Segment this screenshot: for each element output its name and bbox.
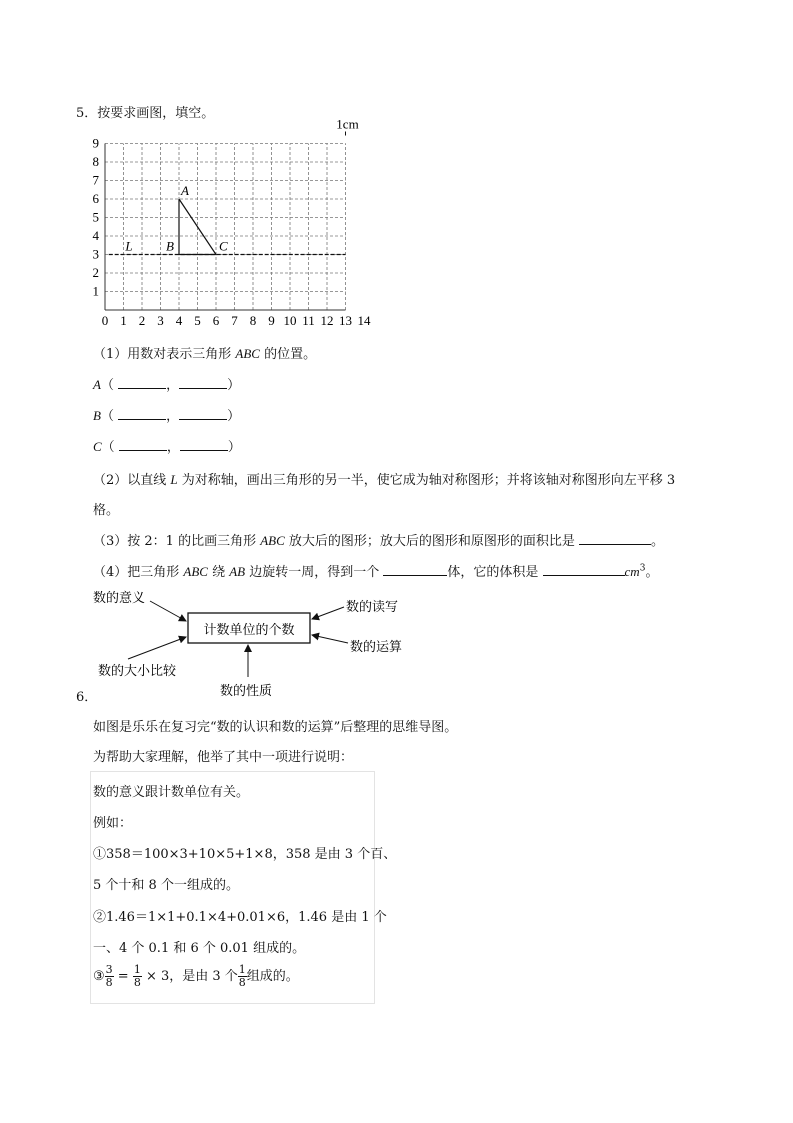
- denominator: 8: [238, 976, 246, 989]
- mind-map-right: 数的运算: [350, 640, 403, 655]
- y-tick-label: 5: [92, 209, 99, 225]
- example-line-4: 5 个十和 8 个一组成的。: [93, 878, 239, 893]
- mind-map-top-right: 数的读写: [346, 600, 399, 615]
- arrow-right: [312, 635, 348, 643]
- fraction-1-8: [133, 964, 142, 989]
- part-1: [93, 343, 316, 362]
- answer-blank-a-y[interactable]: [179, 376, 227, 389]
- arrow-top-left: [150, 601, 186, 621]
- answer-blank-c-y[interactable]: [180, 438, 228, 451]
- answer-blank-area-ratio[interactable]: [579, 532, 651, 545]
- question-title: 按要求画图，填空。: [97, 106, 215, 121]
- example-line-7: [93, 964, 299, 989]
- paren-close: ）: [227, 378, 241, 393]
- y-tick-label: 8: [92, 154, 99, 169]
- triangle-name: ABC: [235, 346, 260, 361]
- part-2: [93, 469, 675, 488]
- scale-label: 1cm: [336, 116, 359, 132]
- arrow-top-right: [312, 607, 344, 619]
- numerator: 3: [105, 963, 113, 976]
- coordinate-grid: [85, 116, 385, 330]
- part-3: [93, 530, 664, 549]
- part-2-line-2: 格。: [93, 503, 120, 518]
- answer-blank-b-y[interactable]: [179, 407, 227, 420]
- x-tick-label: 7: [231, 313, 238, 328]
- answer-blank-volume[interactable]: [543, 563, 625, 576]
- y-tick-label: 1: [92, 283, 99, 299]
- fraction-1-8-b: [238, 964, 247, 989]
- answer-row-a: [93, 374, 240, 393]
- part-3-text: （3）按 2：1 的比画三角形: [93, 534, 261, 549]
- line-l-label: L: [125, 238, 133, 254]
- x-tick-label: 0: [101, 313, 109, 328]
- part-4-text-b: 绕: [207, 565, 230, 580]
- x-tick-label: 8: [249, 313, 257, 328]
- period: 。: [645, 565, 659, 580]
- question-6-intro-1: 如图是乐乐在复习完“数的认识和数的运算”后整理的思维导图。: [93, 720, 458, 735]
- part-1-text: （1）用数对表示三角形: [93, 347, 236, 362]
- x-tick-label: 1: [120, 313, 127, 328]
- paren-close: ）: [227, 409, 241, 424]
- x-tick-label: 9: [268, 313, 275, 328]
- numerator: 1: [133, 963, 141, 976]
- comma: ，: [166, 409, 180, 424]
- unit-exponent: 3: [639, 563, 646, 574]
- mind-map-top-left: 数的意义: [93, 591, 146, 606]
- line-l-label: L: [170, 472, 178, 487]
- question-5-header: [76, 102, 214, 121]
- edge-ab: AB: [229, 564, 246, 579]
- part-4-text-d: 体，它的体积是: [447, 565, 543, 580]
- example-line-2: 例如：: [93, 816, 133, 831]
- comma: ，: [166, 440, 180, 455]
- example-line-6: 一、4 个 0.1 和 6 个 0.01 组成的。: [93, 941, 306, 956]
- times-text: × 3，是由 3 个: [141, 969, 238, 984]
- y-tick-label: 7: [92, 172, 99, 188]
- answer-row-c: [93, 436, 241, 455]
- row-label: C: [93, 439, 102, 454]
- arrow-bottom-left: [128, 637, 186, 659]
- triangle-name: ABC: [260, 533, 285, 548]
- paren-open: （: [100, 378, 114, 393]
- x-tick-label: 5: [194, 313, 201, 328]
- answer-blank-c-x[interactable]: [119, 438, 167, 451]
- equals: =: [113, 969, 133, 984]
- answer-blank-b-x[interactable]: [118, 407, 166, 420]
- grid-tick-labels: [93, 117, 372, 329]
- mind-map-bottom: 数的性质: [220, 684, 273, 699]
- point-label-a: A: [181, 183, 189, 198]
- unit-cm: cm: [624, 564, 640, 579]
- period: 。: [651, 534, 665, 549]
- x-tick-label: 12: [320, 313, 334, 328]
- question-6-intro-2: 为帮助大家理解，他举了其中一项进行说明：: [93, 750, 354, 765]
- comma: ，: [166, 378, 180, 393]
- x-tick-label: 11: [302, 313, 315, 328]
- paren-open: （: [101, 440, 115, 455]
- y-tick-label: 4: [92, 228, 99, 243]
- y-tick-label: 2: [92, 265, 99, 280]
- point-label-b: B: [166, 238, 174, 254]
- x-tick-label: 3: [157, 313, 164, 328]
- x-tick-label: 14: [357, 313, 371, 328]
- answer-row-b: [93, 405, 240, 424]
- x-tick-label: 2: [138, 313, 146, 328]
- paren-close: ）: [227, 440, 241, 455]
- x-tick-label: 10: [283, 313, 297, 328]
- question-number: 5．: [76, 106, 98, 121]
- numerator: 1: [238, 963, 246, 976]
- part-4: [93, 561, 658, 580]
- example-line-5: ②1.46＝1×1+0.1×4+0.01×6，1.46 是由 1 个: [93, 910, 387, 925]
- point-label-c: C: [219, 238, 228, 254]
- mind-map-bottom-left: 数的大小比较: [98, 664, 177, 679]
- triangle-abc: [109, 183, 346, 255]
- part-1-suffix: 的位置。: [259, 347, 317, 362]
- denominator: 8: [133, 976, 141, 989]
- mind-map-center: 计数单位的个数: [203, 623, 295, 638]
- answer-blank-a-x[interactable]: [118, 376, 166, 389]
- row-label: A: [93, 377, 101, 392]
- example-line-3: ①358＝100×3+10×5+1×8，358 是由 3 个百、: [93, 847, 397, 862]
- x-tick-label: 6: [212, 313, 220, 328]
- part-2-suffix: 为对称轴，画出三角形的另一半，使它成为轴对称图形；并将该轴对称图形向左平移 3: [177, 473, 676, 488]
- example-line-7-suffix: 组成的。: [246, 969, 299, 984]
- y-tick-label: 9: [92, 135, 99, 151]
- part-4-text-c: 边旋转一周，得到一个: [245, 565, 384, 580]
- denominator: 8: [105, 976, 113, 989]
- y-tick-label: 6: [92, 191, 99, 206]
- part-3-suffix: 放大后的图形；放大后的图形和原图形的面积比是: [284, 534, 580, 549]
- grid-lines: [105, 132, 346, 311]
- triangle-name: ABC: [183, 564, 208, 579]
- paren-open: （: [100, 409, 114, 424]
- fraction-3-8: [105, 964, 114, 989]
- y-tick-label: 3: [92, 246, 99, 262]
- circled-3: ③: [93, 969, 105, 984]
- x-tick-label: 13: [339, 313, 352, 328]
- mind-map: [88, 585, 428, 700]
- x-tick-label: 4: [175, 313, 183, 328]
- answer-blank-solid[interactable]: [383, 563, 447, 576]
- part-4-text: （4）把三角形: [93, 565, 184, 580]
- question-6-number: 6．: [76, 690, 98, 705]
- example-line-1: 数的意义跟计数单位有关。: [93, 785, 250, 800]
- row-label: B: [93, 408, 101, 423]
- part-2-text: （2）以直线: [93, 473, 171, 488]
